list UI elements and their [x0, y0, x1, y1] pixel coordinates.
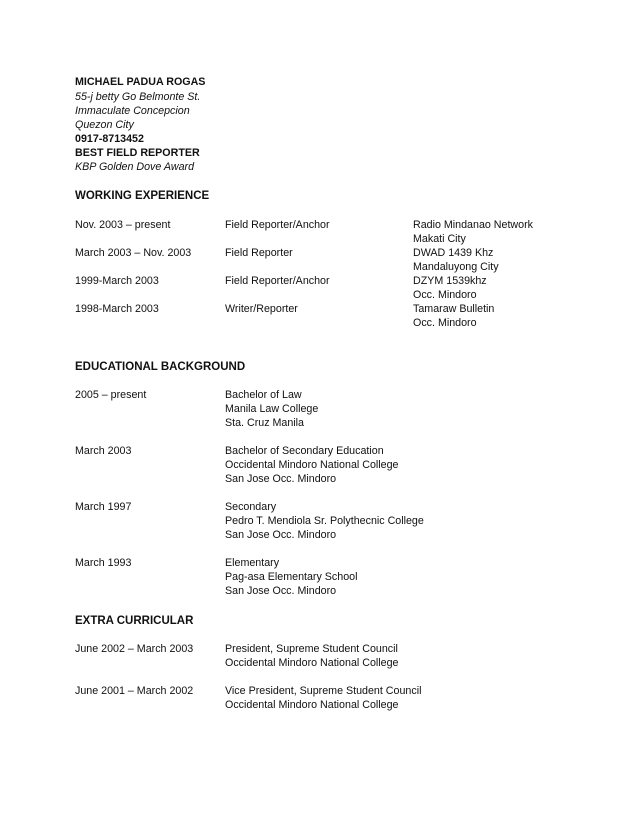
education-degree: Bachelor of Law [225, 389, 302, 401]
address-line-3: Quezon City [75, 119, 134, 131]
education-degree: Elementary [225, 557, 280, 569]
education-degree: Secondary [225, 501, 277, 513]
address-line-1: 55-j betty Go Belmonte St. [75, 91, 201, 103]
phone-number: 0917-8713452 [75, 133, 144, 145]
education-date: March 1997 [75, 501, 132, 513]
education-date: 2005 – present [75, 389, 147, 401]
extra-date: June 2002 – March 2003 [75, 643, 194, 655]
extra-role: President, Supreme Student Council [225, 643, 398, 655]
work-employer: Radio Mindanao Network [413, 219, 533, 231]
education-school: Occidental Mindoro National College [225, 459, 399, 471]
education-location: San Jose Occ. Mindoro [225, 529, 337, 541]
work-position: Field Reporter/Anchor [225, 219, 330, 231]
work-location: Occ. Mindoro [413, 317, 477, 329]
work-position: Field Reporter [225, 247, 293, 259]
section-heading-work: WORKING EXPERIENCE [75, 190, 210, 202]
education-date: March 1993 [75, 557, 132, 569]
work-location: Makati City [413, 233, 466, 245]
extra-school: Occidental Mindoro National College [225, 699, 399, 711]
extra-date: June 2001 – March 2002 [75, 685, 194, 697]
section-heading-extra: EXTRA CURRICULAR [75, 615, 194, 627]
extra-school: Occidental Mindoro National College [225, 657, 399, 669]
applicant-name: MICHAEL PADUA ROGAS [75, 76, 206, 88]
education-school: Pedro T. Mendiola Sr. Polythecnic College [225, 515, 424, 527]
award-title: BEST FIELD REPORTER [75, 147, 200, 159]
education-location: San Jose Occ. Mindoro [225, 473, 337, 485]
work-position: Writer/Reporter [225, 303, 298, 315]
work-employer: DWAD 1439 Khz [413, 247, 494, 259]
work-date: 1999-March 2003 [75, 275, 159, 287]
extra-role: Vice President, Supreme Student Council [225, 685, 422, 697]
section-heading-education: EDUCATIONAL BACKGROUND [75, 361, 246, 373]
work-location: Occ. Mindoro [413, 289, 477, 301]
education-degree: Bachelor of Secondary Education [225, 445, 384, 457]
work-employer: DZYM 1539khz [413, 275, 487, 287]
work-date: 1998-March 2003 [75, 303, 159, 315]
education-school: Pag-asa Elementary School [225, 571, 358, 583]
education-date: March 2003 [75, 445, 132, 457]
work-date: Nov. 2003 – present [75, 219, 171, 231]
work-date: March 2003 – Nov. 2003 [75, 247, 192, 259]
address-line-2: Immaculate Concepcion [75, 105, 190, 117]
work-location: Mandaluyong City [413, 261, 499, 273]
education-school: Manila Law College [225, 403, 319, 415]
education-location: San Jose Occ. Mindoro [225, 585, 337, 597]
work-position: Field Reporter/Anchor [225, 275, 330, 287]
work-employer: Tamaraw Bulletin [413, 303, 495, 315]
education-location: Sta. Cruz Manila [225, 417, 304, 429]
award-name: KBP Golden Dove Award [75, 161, 195, 173]
